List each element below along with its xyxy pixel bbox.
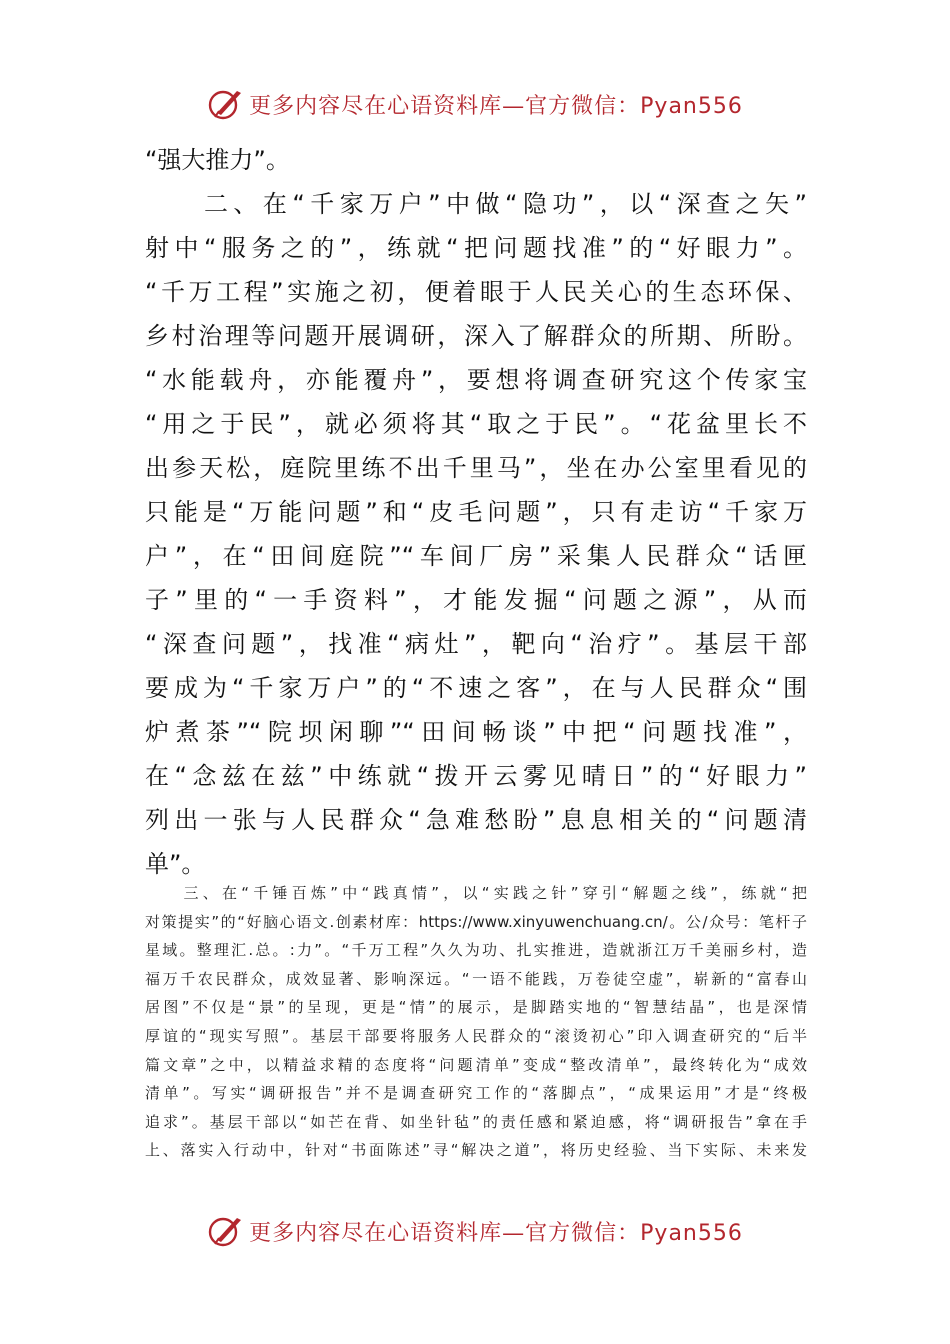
text-line: 三、在“千锤百炼”中“践真情”，以“实践之针”穿引“解题之线”，练就“把: [145, 884, 807, 902]
text-line: 射中“服务之的”，练就“把问题找准”的“好眼力”。: [145, 234, 807, 262]
text-line: 只能是“万能问题”和“皮毛问题”，只有走访“千家万: [145, 498, 807, 526]
banner-text: 更多内容尽在心语资料库—官方微信：Pyan556: [249, 93, 743, 119]
text-line: 二、在“千家万户”中做“隐功”，以“深查之矢”: [145, 190, 807, 218]
quill-logo-icon: [207, 1214, 245, 1248]
text-line: “千万工程”实施之初，便着眼于人民关心的生态环保、: [145, 278, 807, 306]
text-line: “用之于民”，就必须将其“取之于民”。“花盆里长不: [145, 410, 807, 438]
text-line: 户”，在“田间庭院”“车间厂房”采集人民群众“话匣: [145, 542, 807, 570]
text-line: 篇文章”之中，以精益求精的态度将“问题清单”变成“整改清单”，最终转化为“成效: [145, 1055, 807, 1074]
text-line: 子”里的“一手资料”，才能发掘“问题之源”，从而: [145, 586, 807, 614]
text-line: 单”。: [145, 850, 206, 878]
footer-banner: [0, 1211, 950, 1251]
text-line: 要成为“千家万户”的“不速之客”，在与人民群众“围: [145, 674, 807, 702]
text-line: 居图”不仅是“景”的呈现，更是“情”的展示，是脚踏实地的“智慧结晶”，也是深情: [145, 998, 807, 1017]
section-2-paragraph: [145, 138, 807, 886]
section-3-paragraph: [145, 879, 807, 1165]
text-line: 追求”。基层干部以“如芒在背、如坐针毡”的责任感和紧迫感，将“调研报告”拿在手: [145, 1112, 807, 1131]
text-line: 炉煮茶”“院坝闲聊”“田间畅谈”中把“问题找准”，: [145, 718, 807, 746]
header-banner: [0, 84, 950, 124]
banner-text: 更多内容尽在心语资料库—官方微信：Pyan556: [249, 1220, 743, 1246]
text-line: 福万千农民群众，成效显著、影响深远。“一语不能践，万卷徒空虚”，崭新的“富春山: [145, 969, 807, 988]
text-line: 清单”。写实“调研报告”并不是调查研究工作的“落脚点”，“成果运用”才是“终极: [145, 1084, 807, 1103]
text-line: 出参天松，庭院里练不出千里马”，坐在办公室里看见的: [145, 454, 807, 482]
text-line: 在“念兹在兹”中练就“拨开云雾见晴日”的“好眼力”: [145, 762, 807, 790]
text-line: “深查问题”，找准“病灶”，靶向“治疗”。基层干部: [145, 630, 807, 658]
text-line: 厚谊的“现实写照”。基层干部要将服务人民群众的“滚烫初心”印入调查研究的“后半: [145, 1026, 807, 1045]
text-line: 上、落实入行动中，针对“书面陈述”寻“解决之道”，将历史经验、当下实际、未来发: [145, 1141, 807, 1160]
wechat-id: Pyan556: [640, 1220, 743, 1246]
text-line: 乡村治理等问题开展调研，深入了解群众的所期、所盼。: [145, 322, 807, 350]
text-line: 对策提实”的“好脑心语文.创素材库：https://www.xinyuwenchuang.cn/。公/众号：笔杆子: [145, 912, 807, 931]
text-line: “水能载舟，亦能覆舟”，要想将调查研究这个传家宝: [145, 366, 807, 394]
wechat-id: Pyan556: [640, 93, 743, 119]
text-line: 列出一张与人民群众“急难愁盼”息息相关的“问题清: [145, 806, 807, 834]
text-line: “强大推力”。: [145, 146, 290, 174]
quill-logo-icon: [207, 87, 245, 121]
text-line: 星域。整理汇.总。:力”。“千万工程”久久为功、扎实推进，造就浙江万千美丽乡村，造: [145, 941, 807, 960]
